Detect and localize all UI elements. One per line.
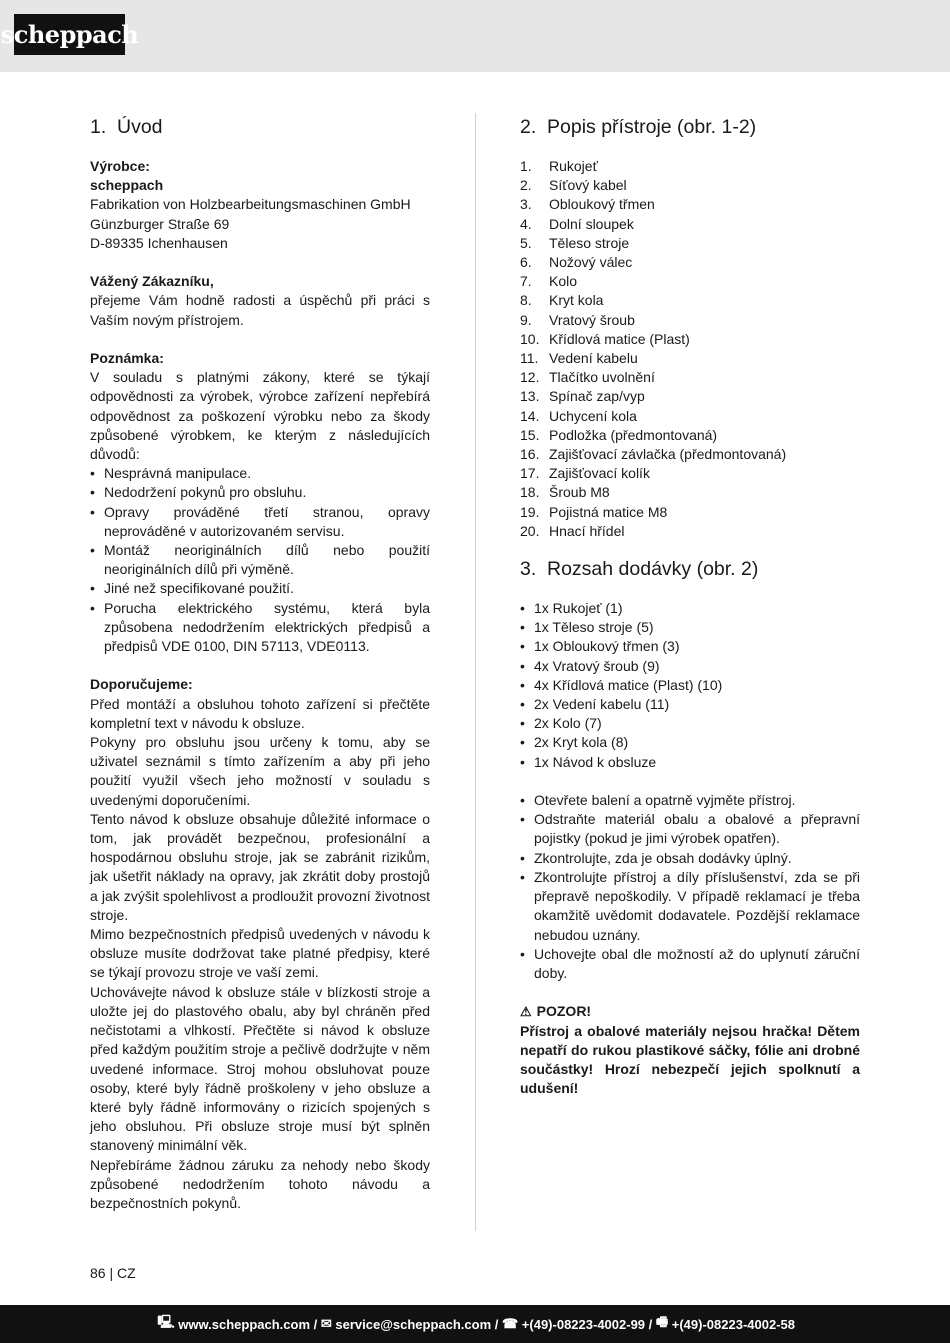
list-item: • Otevřete balení a opatrně vyjměte přístroj. <box>520 791 860 810</box>
recommend-paragraph: Mimo bezpečnostních předpisů uvedených v návodu k obsluze musíte dodržovat take platné předpisy, které se týkají provozu stroje ve vaší zemi. <box>90 926 430 981</box>
list-item: 18. Šroub M8 <box>520 484 610 501</box>
list-item: 9. Vratový šroub <box>520 311 635 328</box>
list-item: • Odstraňte materiál obalu a obalové a přepravní pojistky (pokud je jimi výrobek opatřen). <box>520 810 860 848</box>
monitor-icon: 🖳 <box>157 1314 179 1329</box>
column-divider <box>475 113 476 1231</box>
delivery-list <box>520 599 860 772</box>
recommend-paragraph: Pokyny pro obsluhu jsou určeny k tomu, aby se uživatel seznámil s tímto zařízením a aby při jeho použití využil všech jeho možností v souladu s uvedenými doporučeními. <box>90 734 430 808</box>
list-item: 7. Kolo <box>520 273 578 290</box>
footer-fax: +(49)-08223-4002-58 <box>671 1316 795 1332</box>
unpacking-steps <box>520 791 860 983</box>
list-item: • Porucha elektrického systému, která byla způsobena nedodržením elektrických předpisů a předpisů VDE 0100, DIN 57113, VDE0113. <box>90 599 430 657</box>
list-item: 6. Nožový válec <box>520 254 633 271</box>
recommend-label: Doporučujeme: <box>90 676 193 693</box>
warning-triangle-icon: ⚠ <box>520 1004 532 1020</box>
manufacturer-label: Výrobce: <box>90 158 150 174</box>
list-item: • Zkontrolujte přístroj a díly příslušenství, zda se při přepravě nepoškodily. V případě reklamací je třeba okamžitě uvědomit dodavatele. Pozdější reklamace nebudou uznány. <box>520 868 860 945</box>
list-item: 4. Dolní sloupek <box>520 215 634 232</box>
list-item: • Jiné než specifikované použití. <box>90 579 430 598</box>
recommend-paragraph: Tento návod k obsluze obsahuje důležité informace o tom, jak provádět bezpečnou, profesionální a hospodárnou obsluhu stroje, jak se zabránit rizikům, jak ušetřit náklady na opravy, jak zkrátit doby prostojů a jak zvýšit spolehlivost a prodloužit provozní životnost stroje. <box>90 810 430 923</box>
description-column <box>520 113 860 1098</box>
parts-list <box>520 157 860 541</box>
list-item: • 1x Těleso stroje (5) <box>520 618 860 637</box>
header-band <box>0 0 950 72</box>
list-item: 17. Zajišťovací kolík <box>520 465 650 482</box>
list-item: 15. Podložka (předmontovaná) <box>520 426 718 443</box>
list-item: • 2x Kolo (7) <box>520 714 860 733</box>
dear-customer-text: přejeme Vám hodně radosti a úspěchů při práci s Vaším novým přístrojem. <box>90 292 430 328</box>
description-heading: 2. Popis přístroje (obr. 1-2) <box>520 116 757 138</box>
page-number: 86 | CZ <box>90 1265 136 1281</box>
dear-customer-label: Vážený Zákazníku, <box>90 273 214 290</box>
footer-phone: +(49)-08223-4002-99 <box>521 1316 646 1332</box>
address-line: Fabrikation von Holzbearbeitungsmaschinen GmbH <box>90 196 411 213</box>
address-line: D-89335 Ichenhausen <box>90 234 228 251</box>
manufacturer-name: scheppach <box>90 177 164 194</box>
footer-web[interactable]: www.scheppach.com <box>178 1316 311 1332</box>
list-item: 2. Síťový kabel <box>520 177 627 194</box>
list-item: 16. Zajišťovací závlačka (předmontovaná) <box>520 446 787 463</box>
list-item: 12. Tlačítko uvolnění <box>520 369 655 386</box>
list-item: 5. Těleso stroje <box>520 234 630 251</box>
list-item: 10. Křídlová matice (Plast) <box>520 330 690 347</box>
warning-title: ⚠ POZOR! <box>520 1002 860 1021</box>
list-item: • Zkontrolujte, zda je obsah dodávky úplný. <box>520 849 860 868</box>
note-text: V souladu s platnými zákony, které se týkají odpovědnosti za výrobek, výrobce zařízení nepřebírá odpovědnost za poškození výrobku nebo za škody způsobené výrobkem, ke kterým z následujících důvodů: <box>90 369 430 463</box>
scheppach-logo: scheppach <box>14 14 125 55</box>
list-item: • Montáž neoriginálních dílů nebo použití neoriginálních dílů při výměně. <box>90 541 430 579</box>
intro-heading: 1. Úvod <box>90 116 163 138</box>
note-label: Poznámka: <box>90 350 164 366</box>
footer-bar: 🖳 www.scheppach.com / ✉ service@scheppach.com / ☎ +(49)-08223-4002-99 / 🖷 +(49)-08223-4002-58 <box>0 1305 950 1343</box>
list-item: 1. Rukojeť <box>520 158 598 174</box>
recommend-paragraph: Před montáží a obsluhou tohoto zařízení si přečtěte kompletní text v návodu k obsluze. <box>90 695 430 731</box>
address-line: Günzburger Straße 69 <box>90 215 230 232</box>
list-item: • 2x Kryt kola (8) <box>520 733 860 752</box>
note-list <box>90 464 430 656</box>
list-item: 8. Kryt kola <box>520 292 604 309</box>
delivery-heading: 3. Rozsah dodávky (obr. 2) <box>520 558 759 581</box>
list-item: • 4x Křídlová matice (Plast) (10) <box>520 676 860 695</box>
list-item: • 1x Obloukový třmen (3) <box>520 637 860 656</box>
list-item: • 1x Rukojeť (1) <box>520 599 860 618</box>
intro-column <box>90 113 430 1213</box>
list-item: • Opravy prováděné třetí stranou, opravy neprováděné v autorizovaném servisu. <box>90 503 430 541</box>
list-item: • 2x Vedení kabelu (11) <box>520 695 860 714</box>
list-item: • Uchovejte obal dle možností až do uplynutí záruční doby. <box>520 945 860 983</box>
recommend-paragraph: Nepřebíráme žádnou záruku za nehody nebo škody způsobené nedodržením tohoto návodu a bezpečnostních pokynů. <box>90 1156 430 1211</box>
list-item: • 1x Návod k obsluze <box>520 753 860 772</box>
mail-icon: ✉ <box>320 1316 336 1331</box>
recommend-paragraph: Uchovávejte návod k obsluze stále v blízkosti stroje a uložte jej do plastového obalu, aby byl chráněn před nečistotami a vlhkostí. Přečtěte si návod k obsluze před každým použitím stroje a pečlivě dodržujte v něm uvedené informace. Stroj mohou obsluhovat pouze osoby, které byly řádně proškoleny v jeho obsluze a které byly řádně informovány o rizicích spojených s jeho obsluhou. Při obsluze stroje musí být splněn stanovený minimální věk. <box>90 983 430 1154</box>
list-item: 19. Pojistná matice M8 <box>520 503 668 520</box>
list-item: 3. Obloukový třmen <box>520 196 655 213</box>
list-item: 11. Vedení kabelu <box>520 350 638 367</box>
list-item: • Nesprávná manipulace. <box>90 464 430 483</box>
footer-email[interactable]: service@scheppach.com <box>335 1316 492 1332</box>
list-item: • Nedodržení pokynů pro obsluhu. <box>90 483 430 502</box>
list-item: 20. Hnací hřídel <box>520 522 625 539</box>
list-item: 14. Uchycení kola <box>520 407 637 424</box>
phone-icon: ☎ <box>501 1316 522 1331</box>
list-item: • 4x Vratový šroub (9) <box>520 657 860 676</box>
fax-icon: 🖷 <box>655 1314 672 1329</box>
warning-text: Přístroj a obalové materiály nejsou hračka! Dětem nepatří do rukou plastikové sáčky, fólie ani drobné součástky! Hrozí nebezpečí jejich spolknutí a udušení! <box>520 1022 860 1097</box>
list-item: 13. Spínač zap/vyp <box>520 388 645 405</box>
